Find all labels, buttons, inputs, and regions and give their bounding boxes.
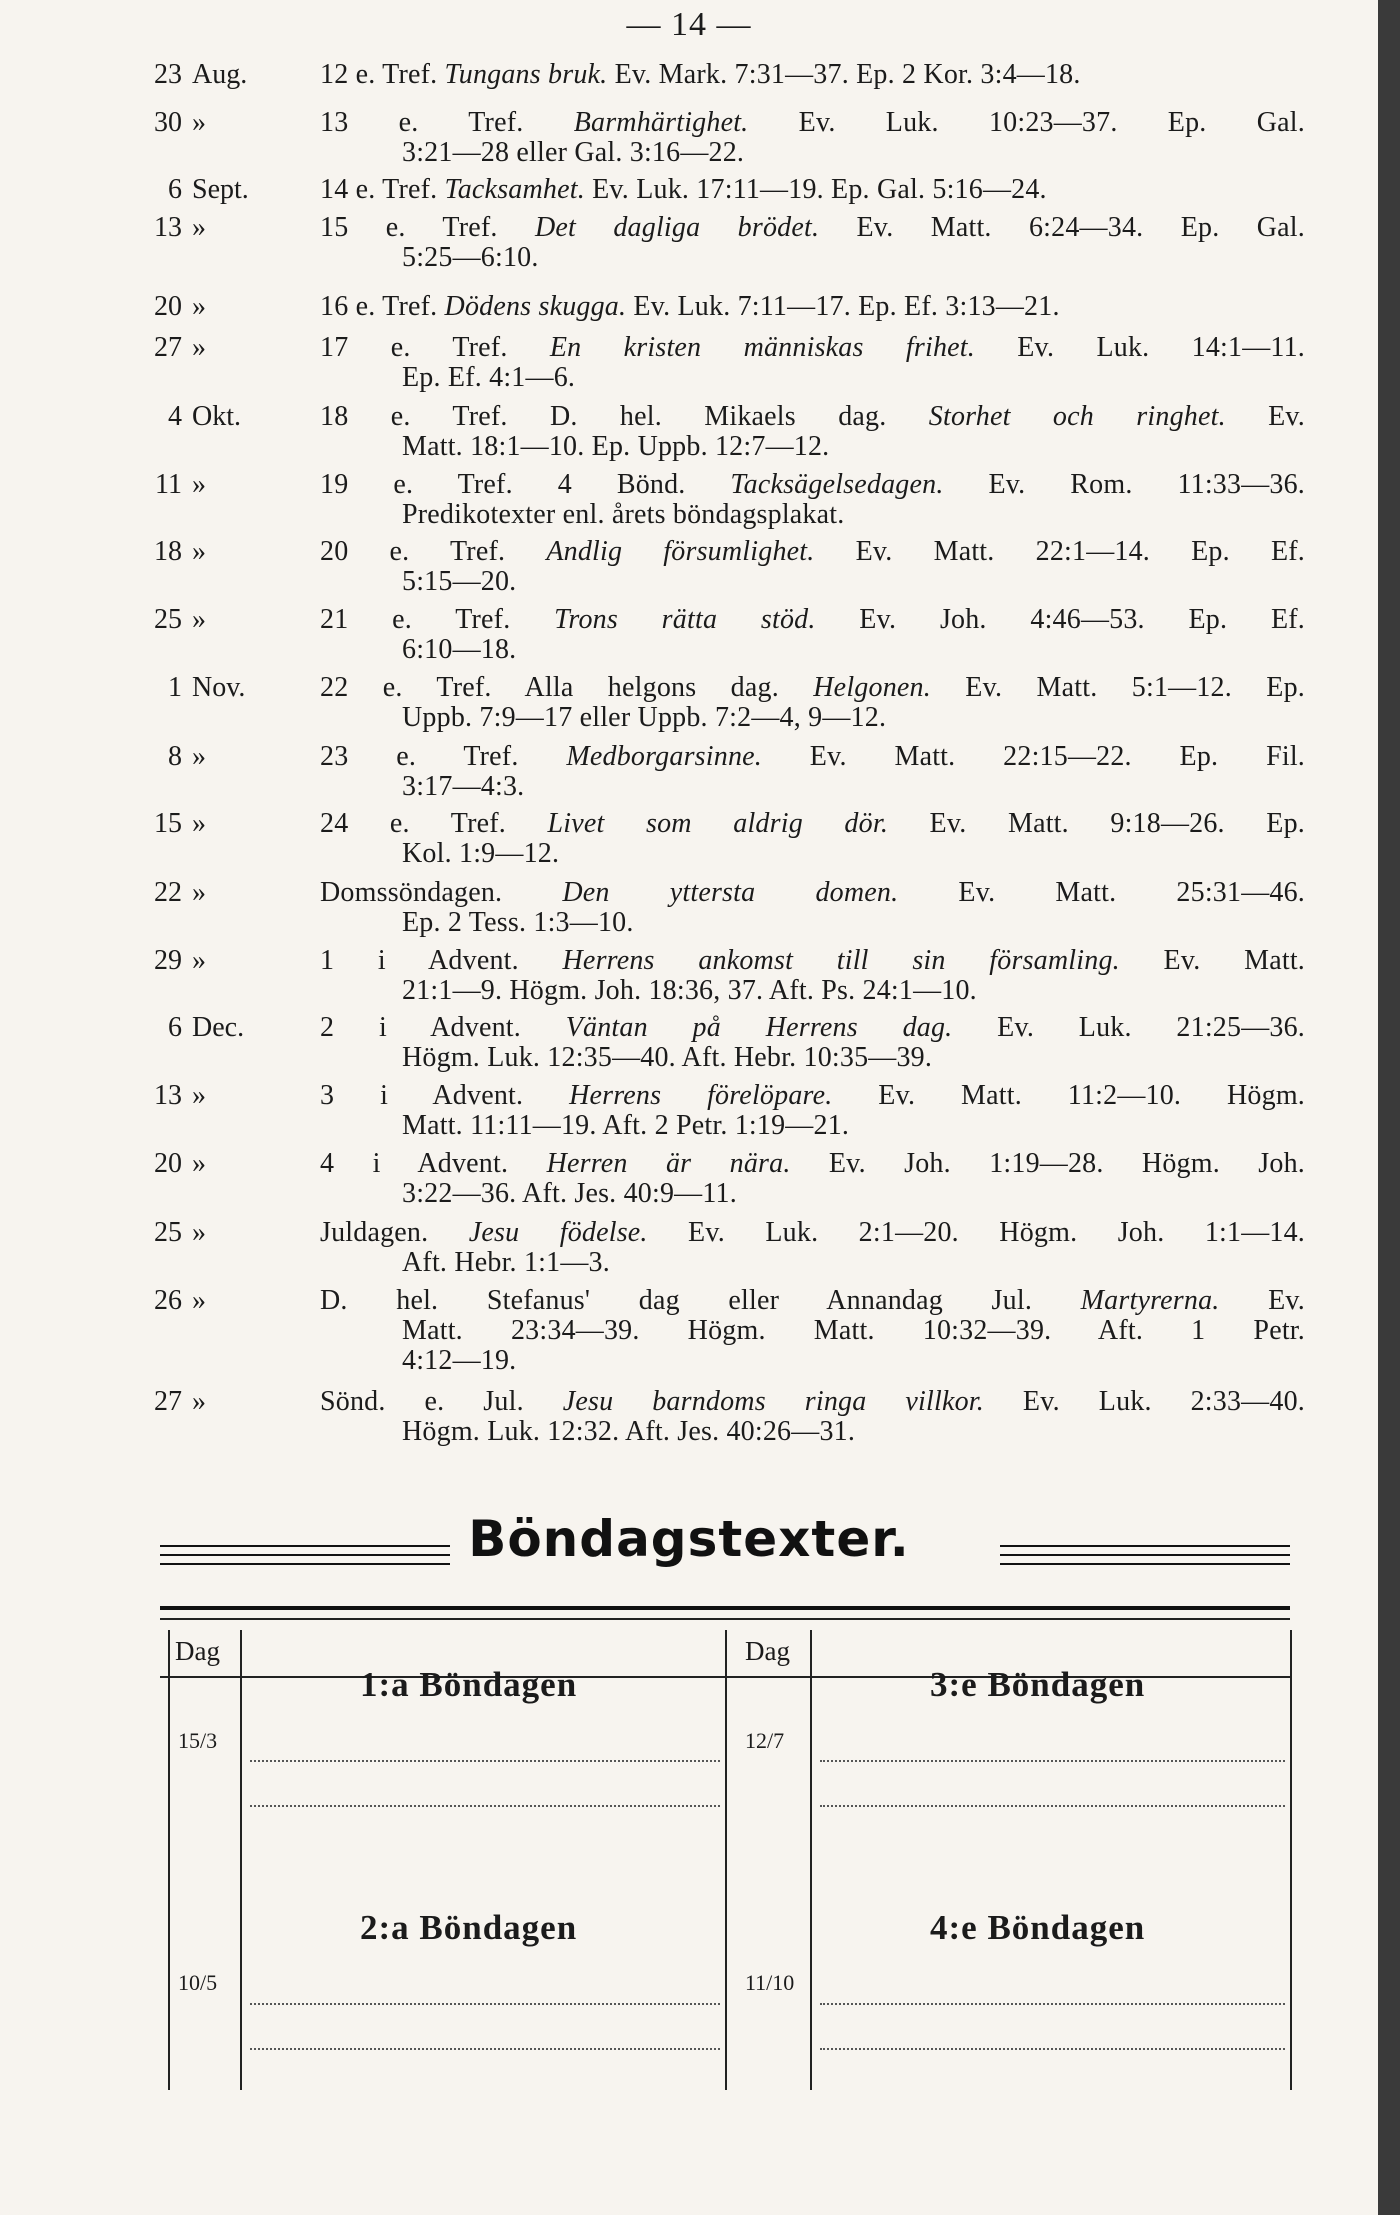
table-top-rule	[160, 1606, 1290, 1610]
entry-date	[140, 292, 295, 322]
bondag-4-title: 4:e Böndagen	[930, 1908, 1146, 1947]
entry-date	[140, 1081, 295, 1111]
entry-month: Aug.	[192, 59, 248, 90]
entry-month: »	[192, 741, 206, 772]
fill-line	[820, 2048, 1285, 2050]
entry-text	[320, 1081, 1305, 1141]
fill-line	[820, 1805, 1285, 1807]
entry-line: 3:21—28 eller Gal. 3:16—22.	[402, 137, 745, 168]
entry-date	[140, 537, 295, 567]
entry-date	[140, 878, 295, 908]
entry-text	[320, 1149, 1305, 1209]
bondag-2-title: 2:a Böndagen	[360, 1908, 578, 1947]
entry-day: 6	[168, 174, 182, 205]
entry-line: 20 e. Tref. Andlig försumlighet. Ev. Matt. 22:1—14. Ep. Ef.	[320, 536, 1305, 567]
entry-line: 21 e. Tref. Trons rätta stöd. Ev. Joh. 4:46—53. Ep. Ef.	[320, 604, 1305, 635]
entry-line: 3:17—4:3.	[402, 771, 525, 802]
entry-line: 13 e. Tref. Barmhärtighet. Ev. Luk. 10:23—37. Ep. Gal.	[320, 107, 1305, 138]
entry-text	[320, 809, 1305, 869]
entry-text	[320, 1286, 1305, 1376]
entry-month: »	[192, 212, 206, 243]
entry-text	[320, 946, 1305, 1006]
entry-date	[140, 742, 295, 772]
entry-line: 12 e. Tref. Tungans bruk. Ev. Mark. 7:31—37. Ep. 2 Kor. 3:4—18.	[320, 59, 1081, 90]
table-border-right	[1290, 1630, 1292, 2090]
entry-text	[320, 1218, 1305, 1278]
fill-line	[250, 2003, 720, 2005]
entry-line: 15 e. Tref. Det dagliga brödet. Ev. Matt. 6:24—34. Ep. Gal.	[320, 212, 1305, 243]
entry-line: 5:15—20.	[402, 566, 517, 597]
entry-line: 19 e. Tref. 4 Bönd. Tacksägelsedagen. Ev. Rom. 11:33—36.	[320, 469, 1306, 500]
entry-line: 14 e. Tref. Tacksamhet. Ev. Luk. 17:11—19. Ep. Gal. 5:16—24.	[320, 174, 1047, 205]
entry-text	[320, 537, 1305, 597]
entry-month: »	[192, 107, 206, 138]
entry-line: Matt. 11:11—19. Aft. 2 Petr. 1:19—21.	[402, 1110, 850, 1141]
entry-day: 4	[168, 401, 182, 432]
entry-line: 6:10—18.	[402, 634, 517, 665]
entry-text	[320, 605, 1305, 665]
bondag-1-title: 1:a Böndagen	[360, 1665, 578, 1704]
entry-text	[320, 60, 1305, 90]
entry-text	[320, 742, 1305, 802]
fill-line	[250, 1805, 720, 1807]
entry-text	[320, 213, 1305, 273]
entry-day: 1	[168, 672, 182, 703]
table-center-divider	[725, 1630, 727, 2090]
entry-day: 23	[154, 59, 182, 90]
entry-text	[320, 878, 1305, 938]
entry-day: 15	[154, 808, 182, 839]
entry-date	[140, 1218, 295, 1248]
entry-month: »	[192, 469, 206, 500]
entry-date	[140, 1286, 295, 1316]
entry-line: D. hel. Stefanus' dag eller Annandag Jul. Martyrerna. Ev.	[320, 1285, 1305, 1316]
entry-line: 3:22—36. Aft. Jes. 40:9—11.	[402, 1178, 737, 1209]
entry-month: »	[192, 536, 206, 567]
entry-text	[320, 1387, 1305, 1447]
entry-day: 13	[154, 212, 182, 243]
entry-month: »	[192, 1386, 206, 1417]
entry-line: 3 i Advent. Herrens förelöpare. Ev. Matt. 11:2—10. Högm.	[320, 1080, 1305, 1111]
entry-text	[320, 470, 1305, 530]
bondag-2-date: 10/5	[178, 1970, 218, 1995]
entry-text	[320, 292, 1305, 322]
entry-line: 2 i Advent. Väntan på Herrens dag. Ev. Luk. 21:25—36.	[320, 1012, 1306, 1043]
entry-day: 25	[154, 604, 182, 635]
table-second-rule	[160, 1618, 1290, 1620]
entry-line: 21:1—9. Högm. Joh. 18:36, 37. Aft. Ps. 24:1—10.	[402, 975, 977, 1006]
entry-date	[140, 60, 295, 90]
entry-date	[140, 1149, 295, 1179]
entry-line: 23 e. Tref. Medborgarsinne. Ev. Matt. 22:15—22. Ep. Fil.	[320, 741, 1305, 772]
entry-line: Matt. 23:34—39. Högm. Matt. 10:32—39. Aft. 1 Petr.	[402, 1315, 1305, 1346]
entry-day: 20	[154, 1148, 182, 1179]
entry-line: Ep. 2 Tess. 1:3—10.	[402, 907, 634, 938]
entry-line: 5:25—6:10.	[402, 242, 539, 273]
entry-line: Kol. 1:9—12.	[402, 838, 560, 869]
entry-line: 17 e. Tref. En kristen människas frihet. Ev. Luk. 14:1—11.	[320, 332, 1305, 363]
bondag-3-date: 12/7	[745, 1728, 785, 1753]
section-heading: Böndagstexter.	[468, 1510, 910, 1568]
fill-line	[820, 2003, 1285, 2005]
entry-line: Domssöndagen. Den yttersta domen. Ev. Matt. 25:31—46.	[320, 877, 1305, 908]
entry-day: 25	[154, 1217, 182, 1248]
entry-date	[140, 108, 295, 138]
entry-line: 4 i Advent. Herren är nära. Ev. Joh. 1:19—28. Högm. Joh.	[320, 1148, 1305, 1179]
entry-text	[320, 402, 1305, 462]
entry-month: Nov.	[192, 672, 246, 703]
entry-line: Sönd. e. Jul. Jesu barndoms ringa villkor. Ev. Luk. 2:33—40.	[320, 1386, 1305, 1417]
entry-month: »	[192, 877, 206, 908]
entry-text	[320, 333, 1305, 393]
entry-date	[140, 213, 295, 243]
dag-label-left: Dag	[175, 1636, 220, 1666]
heading-rule-right	[1000, 1545, 1290, 1565]
entry-date	[140, 809, 295, 839]
bondag-3-title: 3:e Böndagen	[930, 1665, 1146, 1704]
entry-text	[320, 1013, 1305, 1073]
entry-text	[320, 108, 1305, 168]
entry-line: Ep. Ef. 4:1—6.	[402, 362, 576, 393]
entry-day: 18	[154, 536, 182, 567]
entry-date	[140, 175, 295, 205]
dag-label-right: Dag	[745, 1636, 790, 1666]
entry-day: 11	[155, 469, 182, 500]
entry-line: 16 e. Tref. Dödens skugga. Ev. Luk. 7:11—17. Ep. Ef. 3:13—21.	[320, 291, 1060, 322]
entry-day: 8	[168, 741, 182, 772]
entry-line: Juldagen. Jesu födelse. Ev. Luk. 2:1—20. Högm. Joh. 1:1—14.	[320, 1217, 1305, 1248]
entry-day: 30	[154, 107, 182, 138]
entry-line: Aft. Hebr. 1:1—3.	[402, 1247, 610, 1278]
bondag-1-date: 15/3	[178, 1728, 218, 1753]
entry-month: »	[192, 1080, 206, 1111]
entry-date	[140, 1387, 295, 1417]
entry-month: »	[192, 945, 206, 976]
entry-date	[140, 402, 295, 432]
entry-line: 24 e. Tref. Livet som aldrig dör. Ev. Matt. 9:18—26. Ep.	[320, 808, 1305, 839]
entry-day: 13	[154, 1080, 182, 1111]
entry-date	[140, 333, 295, 363]
entry-month: »	[192, 291, 206, 322]
entry-line: 18 e. Tref. D. hel. Mikaels dag. Storhet och ringhet. Ev.	[320, 401, 1306, 432]
entry-line: 22 e. Tref. Alla helgons dag. Helgonen. Ev. Matt. 5:1—12. Ep.	[320, 672, 1306, 703]
bondag-4-date: 11/10	[745, 1970, 795, 1995]
entry-date	[140, 1013, 295, 1043]
entry-month: »	[192, 1217, 206, 1248]
entry-month: »	[192, 808, 206, 839]
table-col-divider-left	[240, 1630, 242, 2090]
entry-line: Uppb. 7:9—17 eller Uppb. 7:2—4, 9—12.	[402, 702, 887, 733]
entry-line: Högm. Luk. 12:32. Aft. Jes. 40:26—31.	[402, 1416, 856, 1447]
page-number: — 14 —	[626, 6, 752, 43]
entry-month: Sept.	[192, 174, 249, 205]
entry-month: »	[192, 604, 206, 635]
entry-day: 6	[168, 1012, 182, 1043]
entry-month: Dec.	[192, 1012, 245, 1043]
entry-line: Högm. Luk. 12:35—40. Aft. Hebr. 10:35—39.	[402, 1042, 933, 1073]
fill-line	[250, 1760, 720, 1762]
entry-month: »	[192, 332, 206, 363]
entry-date	[140, 470, 295, 500]
entry-day: 27	[154, 332, 182, 363]
entry-line: Predikotexter enl. årets böndagsplakat.	[402, 499, 845, 530]
fill-line	[820, 1760, 1285, 1762]
entry-line: 4:12—19.	[402, 1345, 517, 1376]
entry-line: Matt. 18:1—10. Ep. Uppb. 12:7—12.	[402, 431, 830, 462]
entry-month: »	[192, 1148, 206, 1179]
entry-day: 26	[154, 1285, 182, 1316]
entry-day: 27	[154, 1386, 182, 1417]
entry-text	[320, 175, 1305, 205]
entry-date	[140, 946, 295, 976]
entry-text	[320, 673, 1305, 733]
entry-day: 22	[154, 877, 182, 908]
entry-date	[140, 605, 295, 635]
entry-month: Okt.	[192, 401, 241, 432]
table-border-left	[168, 1630, 170, 2090]
entry-month: »	[192, 1285, 206, 1316]
table-col-divider-right	[810, 1630, 812, 2090]
entry-day: 20	[154, 291, 182, 322]
fill-line	[250, 2048, 720, 2050]
entry-line: 1 i Advent. Herrens ankomst till sin församling. Ev. Matt.	[320, 945, 1305, 976]
entry-date	[140, 673, 295, 703]
entry-day: 29	[154, 945, 182, 976]
